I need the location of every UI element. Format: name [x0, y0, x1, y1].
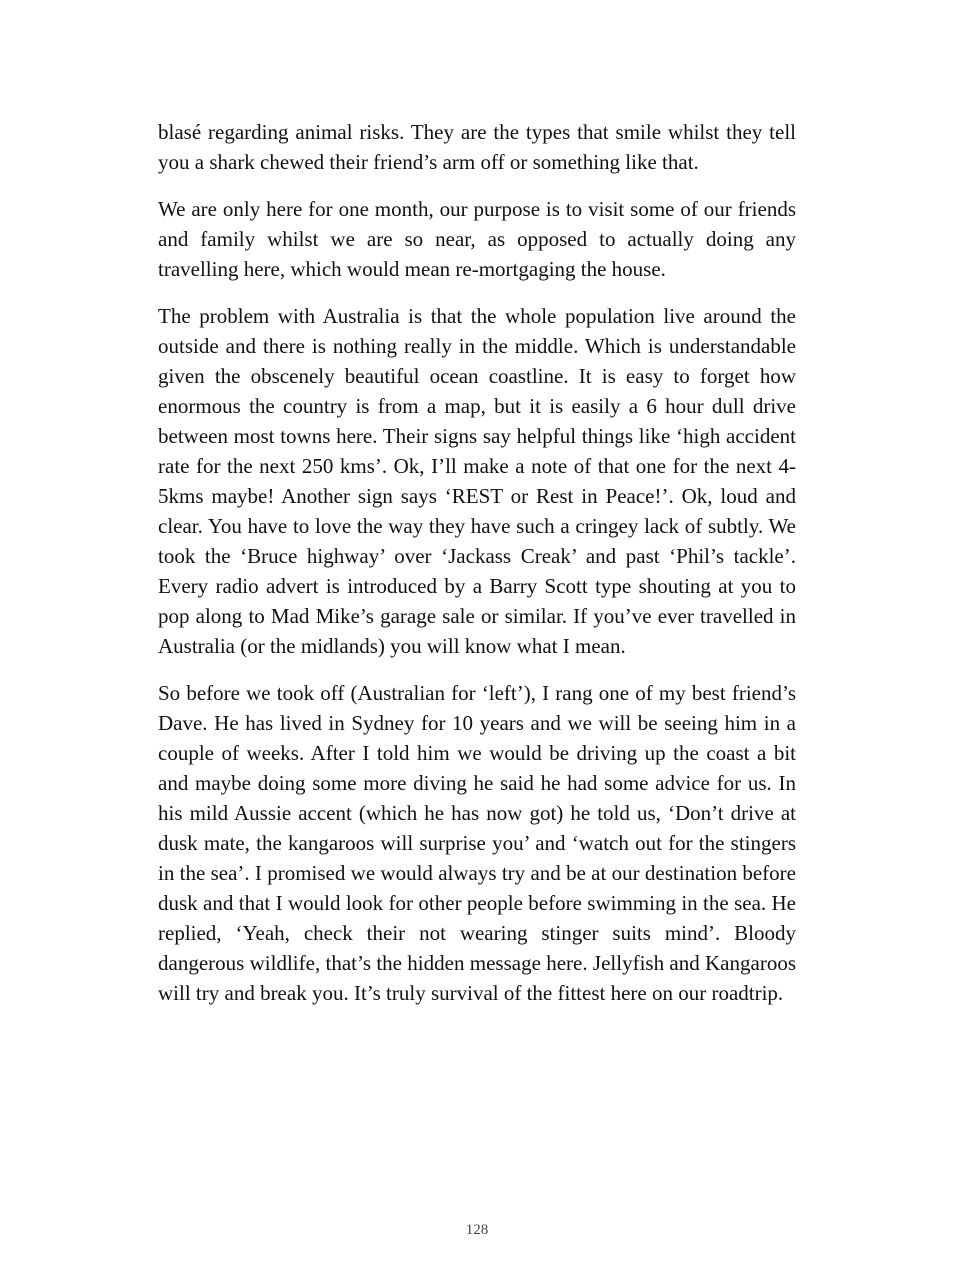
paragraph-4: So before we took off (Australian for ‘left’), I rang one of my best friend’s Dave. He has lived in Sydney for 10 years and we will be seeing him in a couple of weeks. After I told him we would be driving up the coast a bit and maybe doing some more diving he said he had some advice for us. In his mild Aussie accent (which he has now got) he told us, ‘Don’t drive at dusk mate, the kangaroos will surprise you’ and ‘watch out for the stingers in the sea’. I promised we would always try and be at our destination before dusk and that I would look for other people before swimming in the sea. He replied, ‘Yeah, check their not wearing stinger suits mind’. Bloody dangerous wildlife, that’s the hidden message here. Jellyfish and Kangaroos will try and break you. It’s truly survival of the fittest here on our roadtrip. [158, 681, 796, 1005]
body-text [158, 117, 796, 1025]
paragraph-3: The problem with Australia is that the whole population live around the outside and there is nothing really in the middle. Which is understandable given the obscenely beautiful ocean coastline. It is easy to forget how enormous the country is from a map, but it is easily a 6 hour dull drive between most towns here. Their signs say helpful things like ‘high accident rate for the next 250 kms’. Ok, I’ll make a note of that one for the next 4-5kms maybe! Another sign says ‘REST or Rest in Peace!’. Ok, loud and clear. You have to love the way they have such a cringey lack of subtly. We took the ‘Bruce highway’ over ‘Jackass Creak’ and past ‘Phil’s tackle’. Every radio advert is introduced by a Barry Scott type shouting at you to pop along to Mad Mike’s garage sale or similar. If you’ve ever travelled in Australia (or the midlands) you will know what I mean. [158, 304, 796, 658]
paragraph-1: blasé regarding animal risks. They are the types that smile whilst they tell you a shark chewed their friend’s arm off or something like that. [158, 120, 796, 174]
paragraph-2: We are only here for one month, our purpose is to visit some of our friends and family whilst we are so near, as opposed to actually doing any travelling here, which would mean re-mortgaging the house. [158, 197, 796, 281]
page-number: 128 [465, 1222, 489, 1238]
